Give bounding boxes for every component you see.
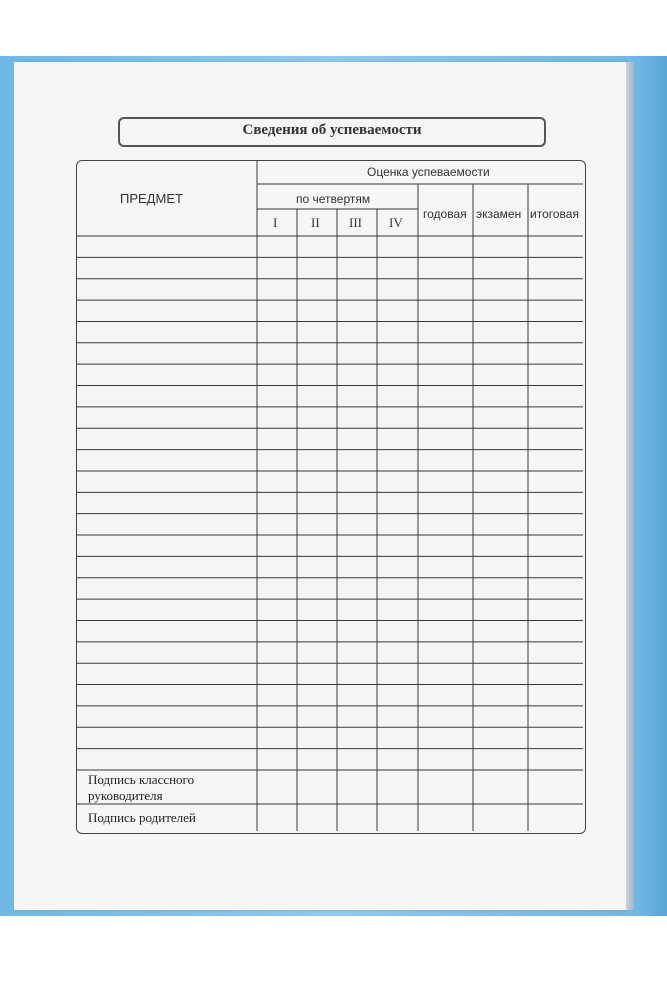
- teacher-signature-label-line2: руководителя: [88, 788, 163, 803]
- quarter-4-header: IV: [389, 215, 403, 230]
- exam-header: экзамен: [476, 207, 522, 221]
- final-header: итоговая: [530, 207, 579, 221]
- quarter-1-header: I: [273, 215, 278, 230]
- quarter-2-header: II: [311, 215, 320, 230]
- section-title: Сведения об успеваемости: [242, 122, 422, 138]
- grade-group-header: Оценка успеваемости: [367, 165, 490, 179]
- parent-signature-label: Подпись родителей: [88, 810, 196, 825]
- annual-header: годовая: [423, 207, 467, 221]
- teacher-signature-label-line1: Подпись классного: [88, 772, 195, 787]
- quarter-3-header: III: [349, 215, 362, 230]
- subject-header: ПРЕДМЕТ: [120, 191, 183, 206]
- quarters-header: по четвертям: [296, 192, 371, 206]
